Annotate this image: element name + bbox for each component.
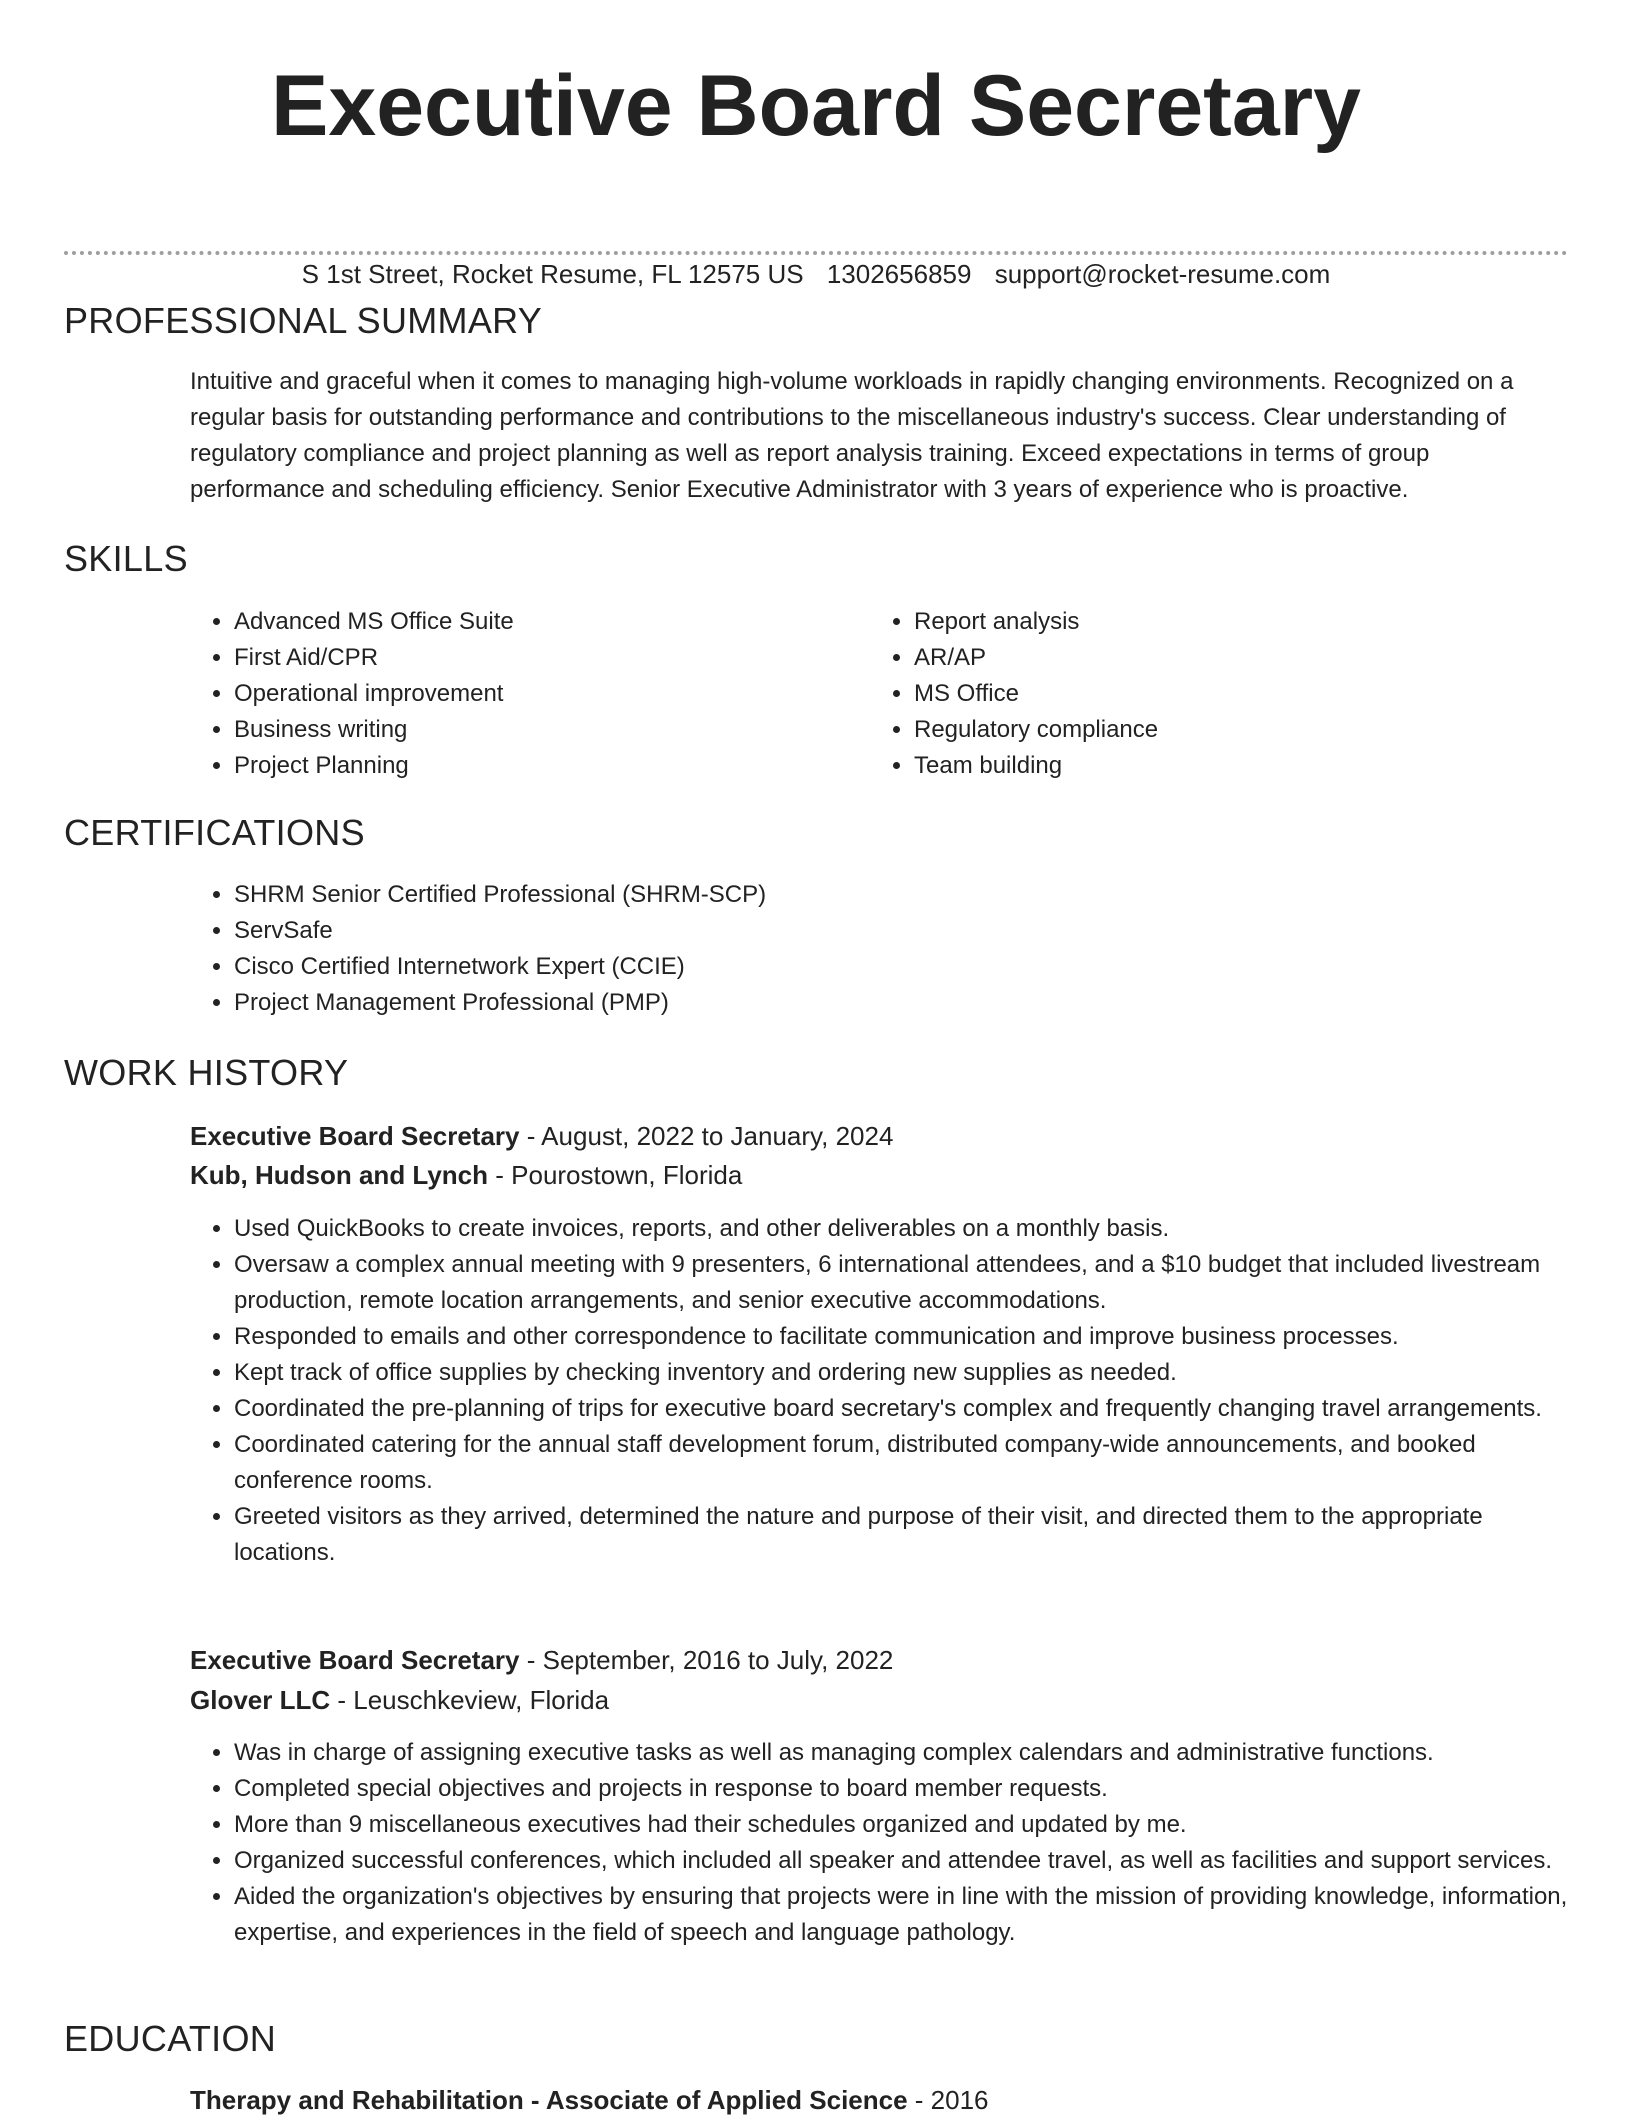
resume-name: Executive Board Secretary <box>271 58 1361 154</box>
contact-line <box>0 258 1632 290</box>
contact-address: S 1st Street, Rocket Resume, FL 12575 US <box>301 259 804 289</box>
certifications-heading: CERTIFICATIONS <box>64 812 365 853</box>
summary-heading: PROFESSIONAL SUMMARY <box>64 300 543 341</box>
skills-column-right <box>870 604 1530 784</box>
education-heading: EDUCATION <box>64 2018 277 2059</box>
job-role: Executive Board Secretary <box>190 1645 520 1675</box>
education-degree: Therapy and Rehabilitation - Associate of Applied Science <box>190 2085 908 2115</box>
summary-text: Intuitive and graceful when it comes to managing high-volume workloads in rapidly changing environments. Recognized on a regular basis for outstanding performance and contributions to the miscellaneous industry's success. Clear understanding of regulatory compliance and project planning as well as report analysis training. Exceed expectations in terms of group performance and scheduling efficiency. Senior Executive Administrator with 3 years of experience who is proactive. <box>190 368 1514 503</box>
education-year: - 2016 <box>907 2085 989 2115</box>
job-company-line <box>190 1155 742 1195</box>
job-dates: - September, 2016 to July, 2022 <box>519 1645 894 1675</box>
job-duties <box>190 1211 1570 1571</box>
job-duty: • Greeted visitors as they arrived, determined the nature and purpose of their visit, and directed them to the appropriate locations. <box>234 1499 1570 1571</box>
certification-item: • SHRM Senior Certified Professional (SHRM-SCP) <box>234 877 1570 913</box>
certification-item: • ServSafe <box>234 913 1570 949</box>
job-company: Kub, Hudson and Lynch <box>190 1160 489 1190</box>
skills-column-left <box>190 604 850 784</box>
job-company: Glover LLC <box>190 1685 331 1715</box>
job-duty: • Aided the organization's objectives by ensuring that projects were in line with the mission of providing knowledge, information, expertise, and experiences in the field of speech and language pathology. <box>234 1879 1570 1951</box>
skill-item: • Team building <box>914 748 1530 784</box>
job-duty: • Coordinated the pre-planning of trips for executive board secretary's complex and frequently changing travel arrangements. <box>234 1391 1570 1427</box>
job-duty: • Used QuickBooks to create invoices, reports, and other deliverables on a monthly basis. <box>234 1211 1570 1247</box>
education-line <box>190 2080 989 2120</box>
skill-item: • AR/AP <box>914 640 1530 676</box>
skill-item: • MS Office <box>914 676 1530 712</box>
job-title-line <box>190 1116 893 1156</box>
job-location: - Leuschkeview, Florida <box>330 1685 610 1715</box>
job-duty: • Was in charge of assigning executive tasks as well as managing complex calendars and administrative functions. <box>234 1735 1570 1771</box>
certification-item: • Project Management Professional (PMP) <box>234 985 1570 1021</box>
certification-item: • Cisco Certified Internetwork Expert (CCIE) <box>234 949 1570 985</box>
header-divider <box>64 251 1568 255</box>
job-role: Executive Board Secretary <box>190 1121 520 1151</box>
contact-email: support@rocket-resume.com <box>994 259 1331 289</box>
skill-item: • Advanced MS Office Suite <box>234 604 850 640</box>
job-duty: • More than 9 miscellaneous executives had their schedules organized and updated by me. <box>234 1807 1570 1843</box>
skill-item: • Project Planning <box>234 748 850 784</box>
job-dates: - August, 2022 to January, 2024 <box>519 1121 894 1151</box>
job-duty: • Responded to emails and other correspondence to facilitate communication and improve business processes. <box>234 1319 1570 1355</box>
job-title-line <box>190 1640 893 1680</box>
contact-phone: 1302656859 <box>826 259 972 289</box>
job-duty: • Kept track of office supplies by checking inventory and ordering new supplies as needed. <box>234 1355 1570 1391</box>
job-company-line <box>190 1680 609 1720</box>
job-duties <box>190 1735 1570 1951</box>
skill-item: • Business writing <box>234 712 850 748</box>
skill-item: • Report analysis <box>914 604 1530 640</box>
job-duty: • Organized successful conferences, which included all speaker and attendee travel, as well as facilities and support services. <box>234 1843 1570 1879</box>
job-duty: • Oversaw a complex annual meeting with 9 presenters, 6 international attendees, and a $10 budget that included livestream production, remote location arrangements, and senior executive accommodations. <box>234 1247 1570 1319</box>
certifications-list <box>190 877 1570 1021</box>
job-location: - Pourostown, Florida <box>488 1160 743 1190</box>
work-history-heading: WORK HISTORY <box>64 1052 349 1093</box>
job-duty: • Completed special objectives and projects in response to board member requests. <box>234 1771 1570 1807</box>
skill-item: • Regulatory compliance <box>914 712 1530 748</box>
skill-item: • Operational improvement <box>234 676 850 712</box>
skills-heading: SKILLS <box>64 538 188 579</box>
job-duty: • Coordinated catering for the annual staff development forum, distributed company-wide announcements, and booked conference rooms. <box>234 1427 1570 1499</box>
skill-item: • First Aid/CPR <box>234 640 850 676</box>
